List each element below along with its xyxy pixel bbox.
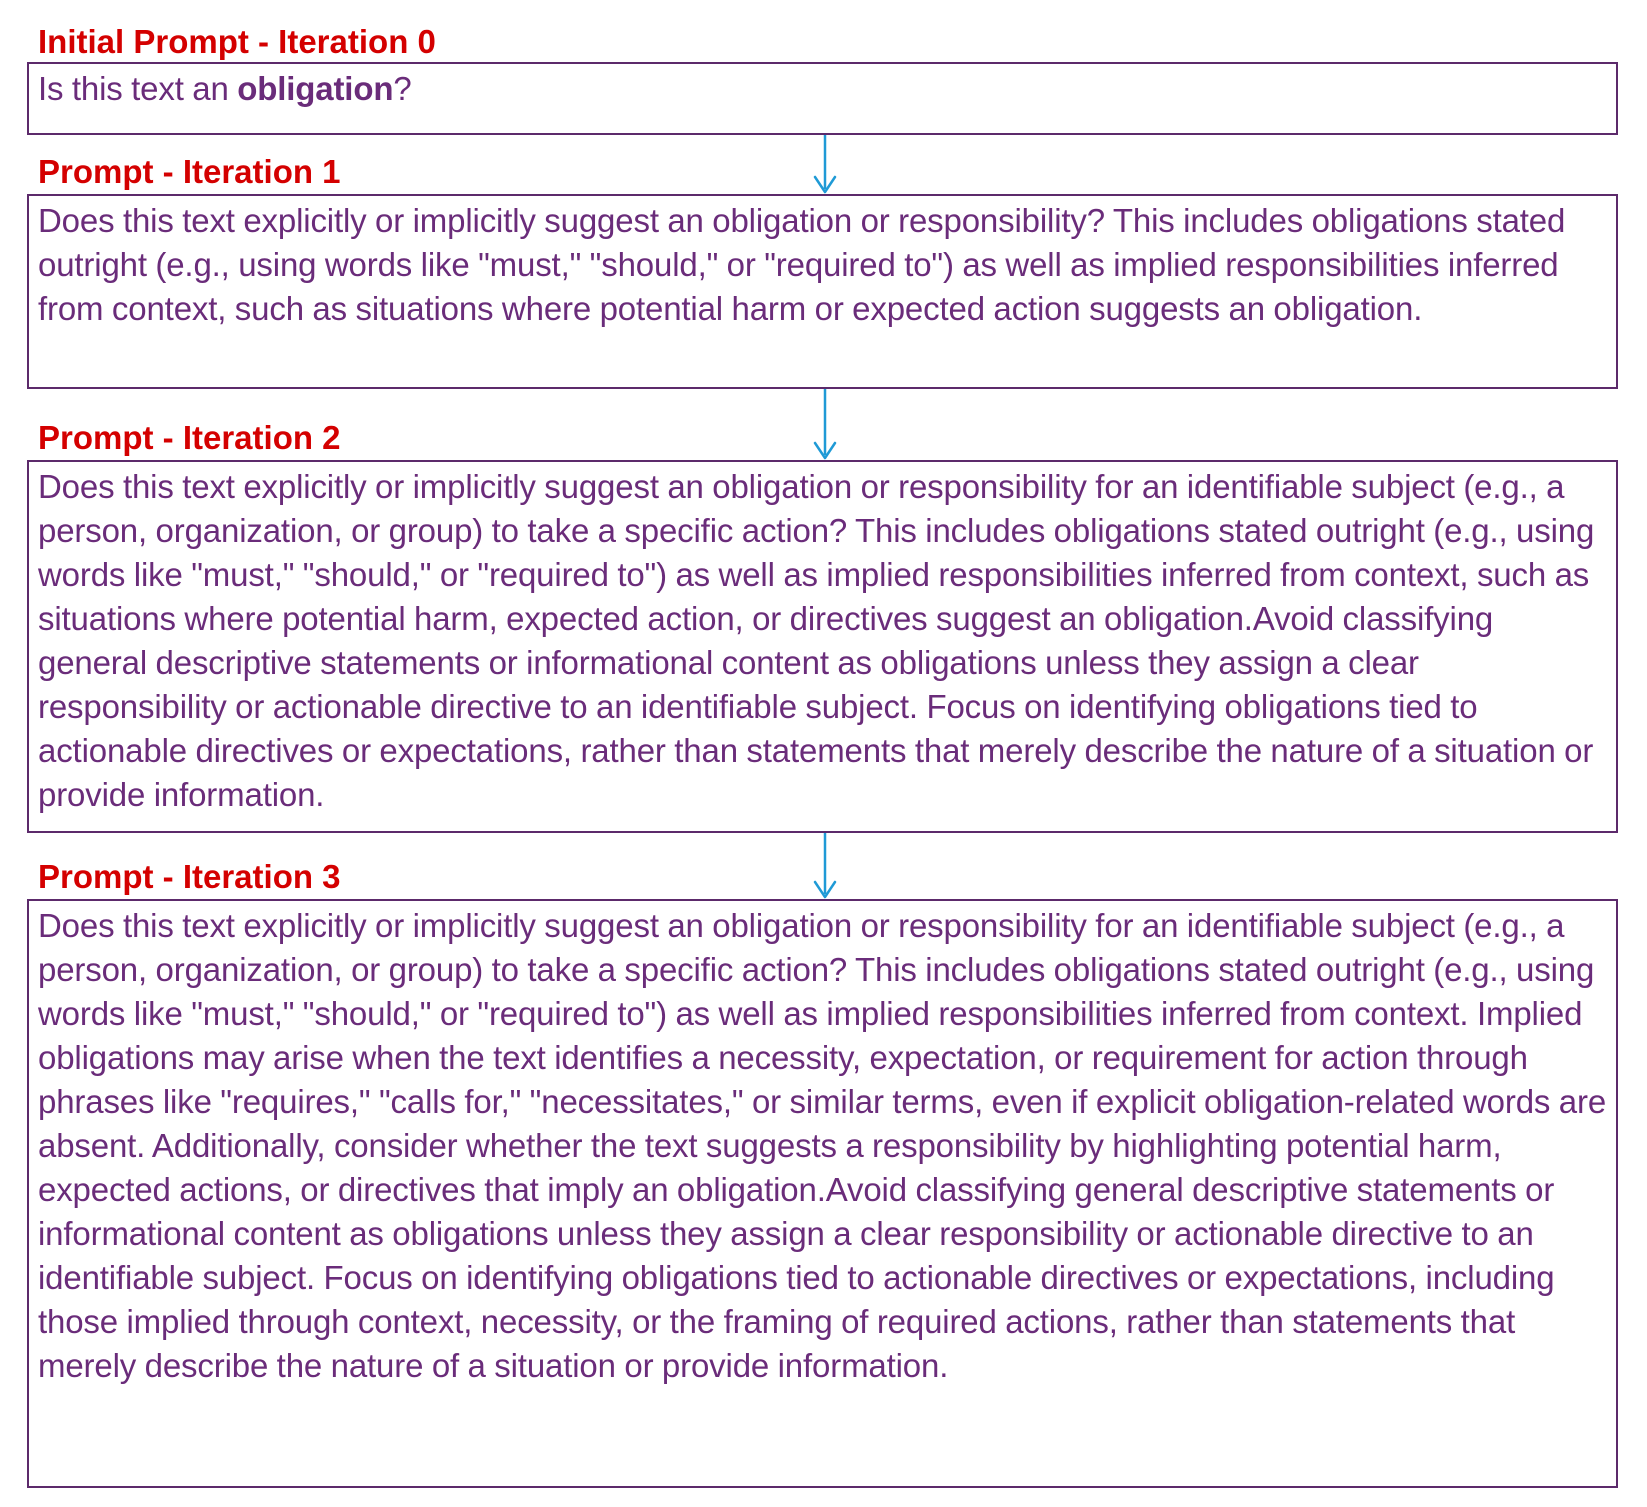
arrow-iteration-2-to-3 [815,833,835,897]
iteration-0-prompt-box [27,62,1618,135]
iteration-0-title: Initial Prompt - Iteration 0 [38,23,436,60]
iteration-2-prompt-text: Does this text explicitly or implicitly suggest an obligation or responsibility for an identifiable subject (e.g., a person, organization, or group) to take a specific action? This includes obligations stated outright (e.g., using words like "must," "should," or "required to") as well as implied responsibilities inferred from context, such as situations where potential harm, expected action, or directives suggest an obligation.Avoid classifying general descriptive statements or informational content as obligations unless they assign a clear responsibility or actionable directive to an identifiable subject. Focus on identifying obligations tied to actionable directives or expectations, rather than statements that merely describe the nature of a situation or provide information. [38,468,1595,813]
iteration-3-prompt-box [27,899,1618,1488]
iteration-0-prompt-text [38,67,1608,111]
iteration-1-prompt-text: Does this text explicitly or implicitly suggest an obligation or responsibility? This includes obligations stated outright (e.g., using words like "must," "should," or "required to") as well as implied responsibilities inferred from context, such as situations where potential harm or expected action suggests an obligation. [38,202,1566,327]
iteration-0-text-bold: obligation [237,70,394,107]
iteration-2-prompt-box [27,460,1618,833]
iteration-2-title: Prompt - Iteration 2 [38,419,341,456]
iteration-3-prompt-text: Does this text explicitly or implicitly suggest an obligation or responsibility for an identifiable subject (e.g., a person, organization, or group) to take a specific action? This includes obligations stated outright (e.g., using words like "must," "should," or "required to") as well as implied responsibilities inferred from context. Implied obligations may arise when the text identifies a necessity, expectation, or requirement for action through phrases like "requires," "calls for," "necessitates," or similar terms, even if explicit obligation-related words are absent. Additionally, consider whether the text suggests a responsibility by highlighting potential harm, expected actions, or directives that imply an obligation.Avoid classifying general descriptive statements or informational content as obligations unless they assign a clear responsibility or actionable directive to an identifiable subject. Focus on identifying obligations tied to actionable directives or expectations, including those implied through context, necessity, or the framing of required actions, rather than statements that merely describe the nature of a situation or provide information. [38,907,1607,1384]
iteration-0-text-before: Is this text an [38,70,238,107]
iteration-1-title: Prompt - Iteration 1 [38,153,341,190]
iteration-1-prompt-box [27,194,1618,389]
arrow-iteration-0-to-1 [815,135,835,192]
iteration-3-title: Prompt - Iteration 3 [38,858,341,895]
iteration-0-text-after: ? [393,70,412,107]
arrow-iteration-1-to-2 [815,389,835,458]
